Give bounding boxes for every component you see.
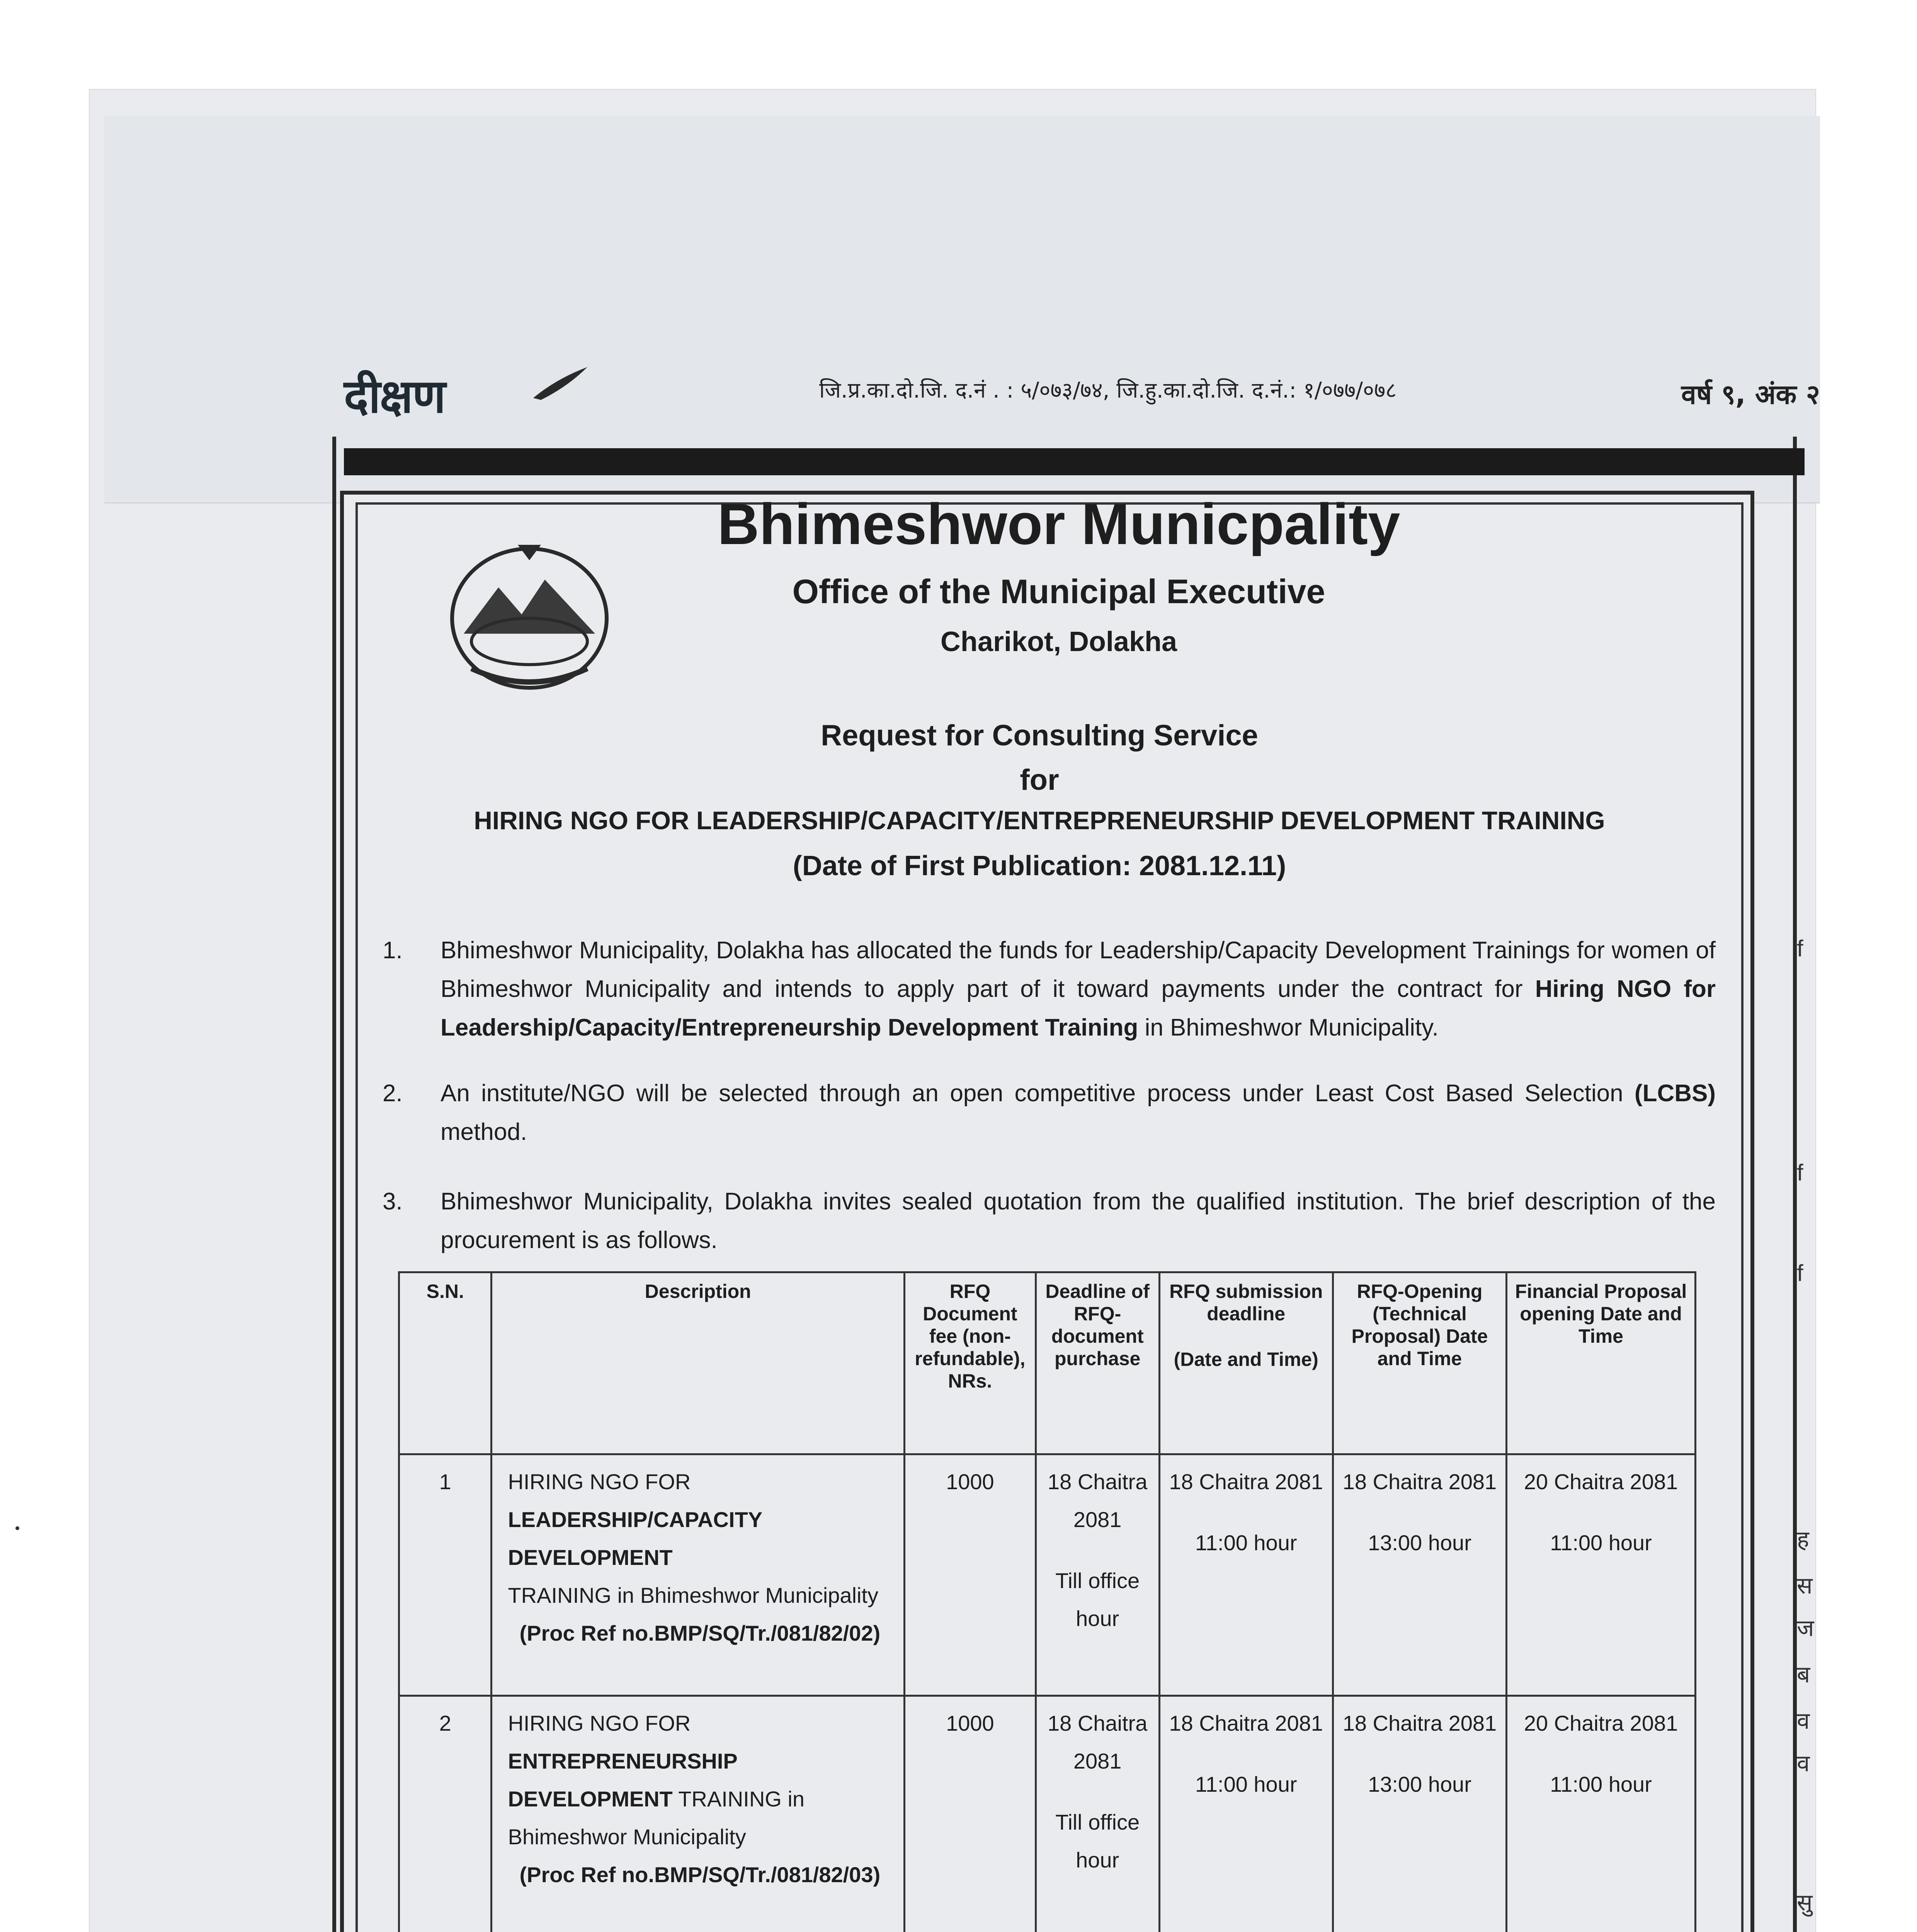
year-issue: वर्ष ९, अंक २ xyxy=(1681,379,1820,410)
time-text: Till office hour xyxy=(1055,1810,1140,1872)
newspaper-logo: दीक्षण xyxy=(344,369,445,423)
desc-text: TRAINING in Bhimeshwor Municipality xyxy=(508,1583,878,1607)
scan-speck xyxy=(15,1526,19,1530)
time-text: 13:00 hour xyxy=(1368,1772,1471,1796)
notice-subject: HIRING NGO FOR LEADERSHIP/CAPACITY/ENTREPRENEURSHIP DEVELOPMENT TRAINING xyxy=(474,806,1605,835)
date-text: 20 Chaitra 2081 xyxy=(1524,1469,1678,1494)
cell-opening xyxy=(1333,1696,1506,1932)
margin-char: स xyxy=(1797,1573,1813,1599)
clause-number: 2. xyxy=(383,1080,403,1107)
date-text: 18 Chaitra 2081 xyxy=(1047,1469,1148,1532)
clause-1 xyxy=(383,931,1716,1047)
notice-heading-for: for xyxy=(1020,764,1059,796)
margin-char: व xyxy=(1797,1750,1810,1776)
proc-ref: (Proc Ref no.BMP/SQ/Tr./081/82/02) xyxy=(519,1621,881,1645)
margin-char: व xyxy=(1797,1708,1810,1734)
column-header-sn: S.N. xyxy=(399,1272,492,1454)
cell-fee: 1000 xyxy=(904,1696,1036,1932)
column-header-purchase-deadline: Deadline of RFQ-document purchase xyxy=(1036,1272,1159,1454)
nepal-emblem-icon xyxy=(429,537,630,699)
table-row xyxy=(399,1454,1696,1696)
margin-char: f xyxy=(1797,935,1803,961)
desc-text: HIRING NGO FOR xyxy=(508,1711,691,1735)
desc-emphasis: LEADERSHIP/CAPACITY DEVELOPMENT xyxy=(508,1507,762,1570)
notice-heading: Request for Consulting Service xyxy=(821,719,1258,752)
cell-purchase xyxy=(1036,1696,1159,1932)
publication-date: (Date of First Publication: 2081.12.11) xyxy=(793,850,1286,881)
clause-number: 1. xyxy=(383,937,403,964)
newspaper-masthead xyxy=(344,363,1820,425)
margin-char: सु xyxy=(1797,1889,1813,1915)
margin-char xyxy=(1797,1928,1820,1932)
clause-text: Bhimeshwor Municipality, Dolakha invites sealed quotation from the qualified institution. The brief description of the procurement is as follows. xyxy=(441,1188,1716,1253)
quill-icon xyxy=(529,363,591,406)
table-row xyxy=(399,1696,1696,1932)
clause-text: method. xyxy=(441,1119,527,1145)
cell-financial xyxy=(1507,1696,1696,1932)
cell-opening xyxy=(1333,1454,1506,1696)
time-text: Till office hour xyxy=(1055,1568,1140,1631)
clause-text: in Bhimeshwor Municipality. xyxy=(1138,1014,1439,1041)
clause-number: 3. xyxy=(383,1188,403,1215)
registration-number: जि.प्र.का.दो.जि. द.नं . : ५/०७३/७४, जि.हु.का.दो.जि. द.नं.: १/०७७/०७८ xyxy=(819,378,1397,403)
office-location: Charikot, Dolakha xyxy=(940,626,1177,657)
cell-description xyxy=(492,1696,904,1932)
date-text: 18 Chaitra 2081 xyxy=(1342,1711,1497,1735)
clause-text: Bhimeshwor Municipality, Dolakha has allocated the funds for Leadership/Capacity Development Trainings for women of Bhimeshwor Municipality and intends to apply part of it toward payments under the contract for xyxy=(441,937,1716,1002)
proc-ref: (Proc Ref no.BMP/SQ/Tr./081/82/03) xyxy=(519,1862,881,1887)
cell-sn: 2 xyxy=(399,1696,492,1932)
margin-char: f xyxy=(1797,1160,1803,1185)
time-text: 11:00 hour xyxy=(1195,1772,1297,1796)
cell-description xyxy=(492,1454,904,1696)
time-text: 13:00 hour xyxy=(1368,1531,1471,1555)
cell-financial xyxy=(1507,1454,1696,1696)
procurement-table xyxy=(398,1271,1696,1932)
time-text: 11:00 hour xyxy=(1195,1531,1297,1555)
cell-submission xyxy=(1159,1696,1333,1932)
margin-char: ह xyxy=(1797,1526,1809,1552)
margin-char: ज xyxy=(1797,1615,1814,1641)
column-header-financial: Financial Proposal opening Date and Time xyxy=(1507,1272,1696,1454)
date-text: 20 Chaitra 2081 xyxy=(1524,1711,1678,1735)
clause-emphasis: (LCBS) xyxy=(1634,1080,1716,1107)
cell-fee: 1000 xyxy=(904,1454,1036,1696)
cell-submission xyxy=(1159,1454,1333,1696)
margin-char: f xyxy=(1797,1260,1803,1286)
desc-text: HIRING NGO FOR xyxy=(508,1469,691,1494)
column-header-opening: RFQ-Opening (Technical Proposal) Date and Time xyxy=(1333,1272,1506,1454)
office-name: Office of the Municipal Executive xyxy=(792,572,1325,611)
date-text: 18 Chaitra 2081 xyxy=(1169,1711,1323,1735)
cell-sn: 1 xyxy=(399,1454,492,1696)
column-header-description: Description xyxy=(492,1272,904,1454)
clause-2 xyxy=(383,1074,1716,1151)
header-black-bar xyxy=(344,448,1805,475)
clause-text: An institute/NGO will be selected through an open competitive process under Least Cost Based Selection xyxy=(441,1080,1635,1107)
desc-text: TRAINING in Bhimeshwor Municipality xyxy=(508,1787,805,1849)
cell-purchase xyxy=(1036,1454,1159,1696)
margin-char: ब xyxy=(1797,1662,1810,1687)
header-text: RFQ submission deadline xyxy=(1169,1281,1323,1325)
clause-emphasis: Hiring NGO for Leadership/Capacity/Entrepreneurship Development Training xyxy=(441,976,1716,1041)
column-header-submission xyxy=(1159,1272,1333,1454)
date-text: 18 Chaitra 2081 xyxy=(1169,1469,1323,1494)
clause-3 xyxy=(383,1182,1716,1260)
table-header-row xyxy=(399,1272,1696,1454)
column-header-fee: RFQ Document fee (non-refundable), NRs. xyxy=(904,1272,1036,1454)
time-text: 11:00 hour xyxy=(1550,1531,1652,1555)
date-text: 18 Chaitra 2081 xyxy=(1342,1469,1497,1494)
date-text: 18 Chaitra 2081 xyxy=(1047,1711,1148,1773)
desc-emphasis: ENTREPRENEURSHIP DEVELOPMENT xyxy=(508,1749,737,1811)
header-text: (Date and Time) xyxy=(1174,1349,1318,1370)
time-text: 11:00 hour xyxy=(1550,1772,1652,1796)
organization-name: Bhimeshwor Municpality xyxy=(717,492,1400,556)
